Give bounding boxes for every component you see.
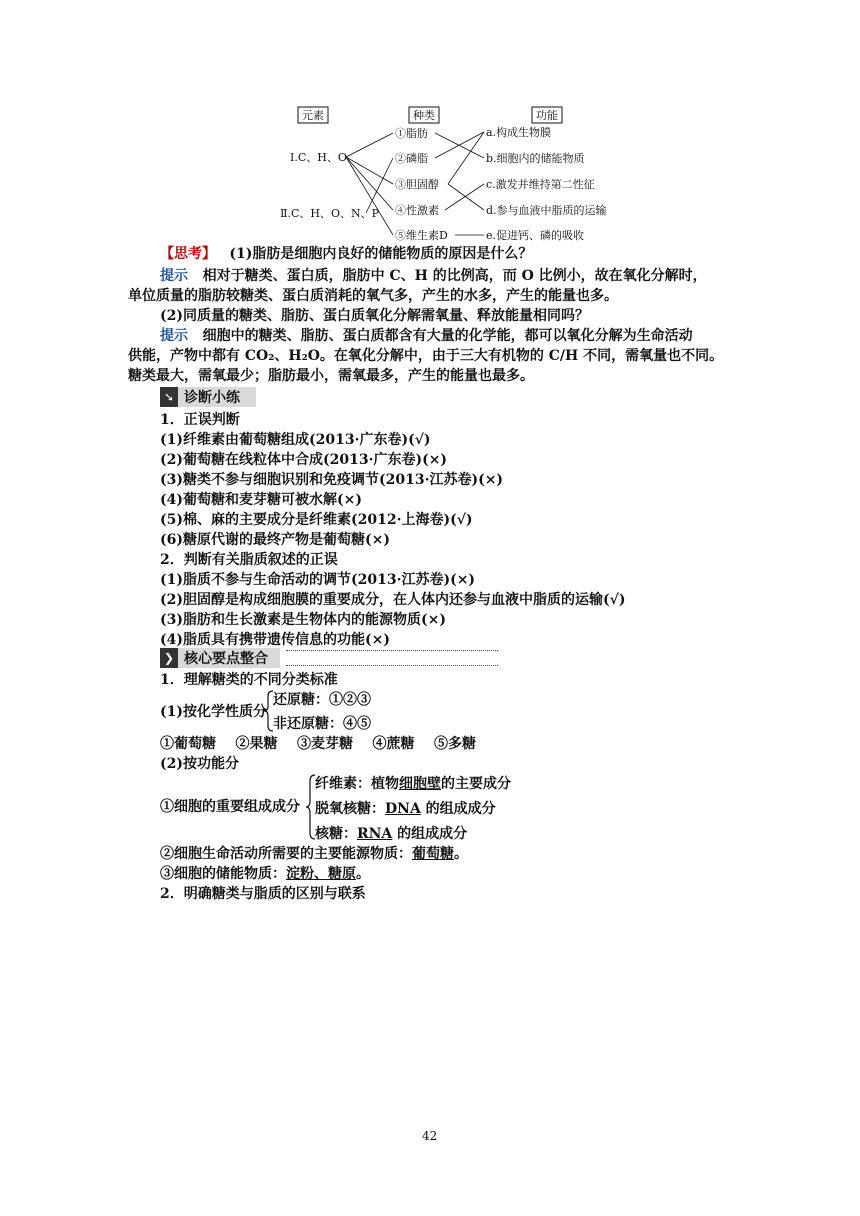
ribose-answer: RNA xyxy=(357,826,393,842)
practice-item-6: (6)糖原代谢的最终产物是葡萄糖(×) xyxy=(160,532,390,548)
think-a2-line1-text: 细胞中的糖类、脂肪、蛋白质都含有大量的化学能，都可以氧化分解为生命活动 xyxy=(202,328,693,344)
cellulose-post: 的主要成分 xyxy=(441,776,511,792)
energy-answer: 葡萄糖 xyxy=(412,846,454,862)
storage-line xyxy=(160,864,370,884)
diagram-kind-1: ①脂肪 xyxy=(395,127,428,140)
diagram-kind-4: ④性激素 xyxy=(395,204,439,217)
think-answer-1-line2: 单位质量的脂肪较糖类、蛋白质消耗的氧气多，产生的水多，产生的能量也多。 xyxy=(128,288,618,304)
practice-banner-label: 诊断小练 xyxy=(184,390,240,406)
sugar-3: ③麦芽糖 xyxy=(297,736,353,752)
func-label: (2)按功能分 xyxy=(160,756,239,772)
store-post: 。 xyxy=(356,866,370,882)
practice-section-1-title: 1．正误判断 xyxy=(160,412,240,428)
sugar-4: ④蔗糖 xyxy=(372,736,415,752)
practice-lipid-item-1: (1)脂质不参与生命活动的调节(2013·江苏卷)(×) xyxy=(160,572,476,588)
sugar-2: ②果糖 xyxy=(235,736,278,752)
diagram-function-a: a.构成生物膜 xyxy=(486,126,552,139)
core-title-1: 1．理解糖类的不同分类标准 xyxy=(160,672,338,688)
chevron-right-icon: ❯ xyxy=(160,648,178,668)
lipid-diagram xyxy=(280,100,620,245)
practice-item-4: (4)葡萄糖和麦芽糖可被水解(×) xyxy=(160,492,362,508)
diagram-function-c: c.激发并维持第二性征 xyxy=(486,178,595,191)
hint-label-1: 提示 xyxy=(160,268,188,284)
core-banner-label: 核心要点整合 xyxy=(184,651,268,667)
think-question-1 xyxy=(160,244,532,264)
think-question-2: (2)同质量的糖类、脂肪、蛋白质氧化分解需氧量、释放能量相同吗？ xyxy=(160,308,589,324)
ribose-line xyxy=(315,824,467,844)
practice-item-2: (2)葡萄糖在线粒体中合成(2013·广东卷)(×) xyxy=(160,452,448,468)
diagram-function-b: b.细胞内的储能物质 xyxy=(486,152,585,165)
practice-section-2-title: 2．判断有关脂质叙述的正误 xyxy=(160,552,338,568)
diagram-kind-2: ②磷脂 xyxy=(395,152,428,165)
think-a1-line1-text: 相对于糖类、蛋白质，脂肪中 C、H 的比例高，而 O 比例小，故在氧化分解时， xyxy=(202,268,707,284)
banner-dotted-rule xyxy=(286,650,498,666)
think-answer-1-line1 xyxy=(160,266,707,286)
energy-line xyxy=(160,844,468,864)
practice-lipid-item-3: (3)脂肪和生长激素是生物体内的能源物质(×) xyxy=(160,612,446,628)
deoxy-post: 的组成成分 xyxy=(420,801,496,817)
deoxy-answer: DNA xyxy=(385,801,421,817)
practice-banner xyxy=(160,387,256,407)
sugar-list xyxy=(160,734,476,754)
ribose-post: 的组成成分 xyxy=(392,826,468,842)
diagram-element-1: Ⅰ.C、H、O xyxy=(290,151,347,164)
practice-item-3: (3)糖类不参与细胞识别和免疫调节(2013·江苏卷)(×) xyxy=(160,472,504,488)
think-tag: 【思考】 xyxy=(160,246,216,262)
think-answer-2-line3: 糖类最大，需氧最少；脂肪最小，需氧最多，产生的能量也最多。 xyxy=(128,368,534,384)
diagram-kind-3: ③胆固醇 xyxy=(395,178,439,191)
nonreducing-sugar: 非还原糖：④⑤ xyxy=(273,716,371,732)
cellulose-line xyxy=(315,774,511,794)
chem-label: (1)按化学性质分 xyxy=(160,704,267,720)
composition-label: ①细胞的重要组成成分 xyxy=(160,799,300,815)
practice-item-5: (5)棉、麻的主要成分是纤维素(2012·上海卷)(√) xyxy=(160,512,473,528)
deoxy-pre: 脱氧核糖： xyxy=(315,801,385,817)
diagram-function-e: e.促进钙、磷的吸收 xyxy=(486,229,585,242)
cellulose-pre: 纤维素：植物 xyxy=(315,776,399,792)
core-banner xyxy=(160,648,280,668)
practice-lipid-item-4: (4)脂质具有携带遗传信息的功能(×) xyxy=(160,632,390,648)
page-number: 42 xyxy=(422,1129,438,1143)
diagram-header-element: 元素 xyxy=(302,109,324,122)
reducing-sugar: 还原糖：①②③ xyxy=(273,692,371,708)
diagram-header-function: 功能 xyxy=(536,109,558,122)
sugar-1: ①葡萄糖 xyxy=(160,736,216,752)
think-q1-text: (1)脂肪是细胞内良好的储能物质的原因是什么？ xyxy=(229,246,533,262)
diagram-element-2: Ⅱ.C、H、O、N、P xyxy=(280,207,380,220)
core-title-2: 2．明确糖类与脂质的区别与联系 xyxy=(160,886,366,902)
diagram-function-d: d.参与血液中脂质的运输 xyxy=(486,204,607,217)
diagram-header-kind: 种类 xyxy=(413,109,435,122)
ribose-pre: 核糖： xyxy=(315,826,357,842)
cellulose-answer: 细胞壁 xyxy=(399,776,441,792)
energy-post: 。 xyxy=(454,846,468,862)
store-answer: 淀粉、糖原 xyxy=(286,866,356,882)
deoxyribose-line xyxy=(315,799,496,819)
energy-pre: ②细胞生命活动所需要的主要能源物质： xyxy=(160,846,412,862)
sugar-5: ⑤多糖 xyxy=(434,736,476,752)
think-answer-2-line1 xyxy=(160,326,693,346)
store-pre: ③细胞的储能物质： xyxy=(160,866,286,882)
think-answer-2-line2: 供能，产物中都有 CO₂、H₂O。在氧化分解中，由于三大有机物的 C/H 不同，需氧量也不同。 xyxy=(128,348,724,364)
diagram-kind-5: ⑤维生素D xyxy=(395,229,448,242)
hint-label-2: 提示 xyxy=(160,328,188,344)
practice-item-1: (1)纤维素由葡萄糖组成(2013·广东卷)(√) xyxy=(160,432,431,448)
practice-lipid-item-2: (2)胆固醇是构成细胞膜的重要成分，在人体内还参与血液中脂质的运输(√) xyxy=(160,592,626,608)
arrow-icon: ➘ xyxy=(160,387,178,407)
